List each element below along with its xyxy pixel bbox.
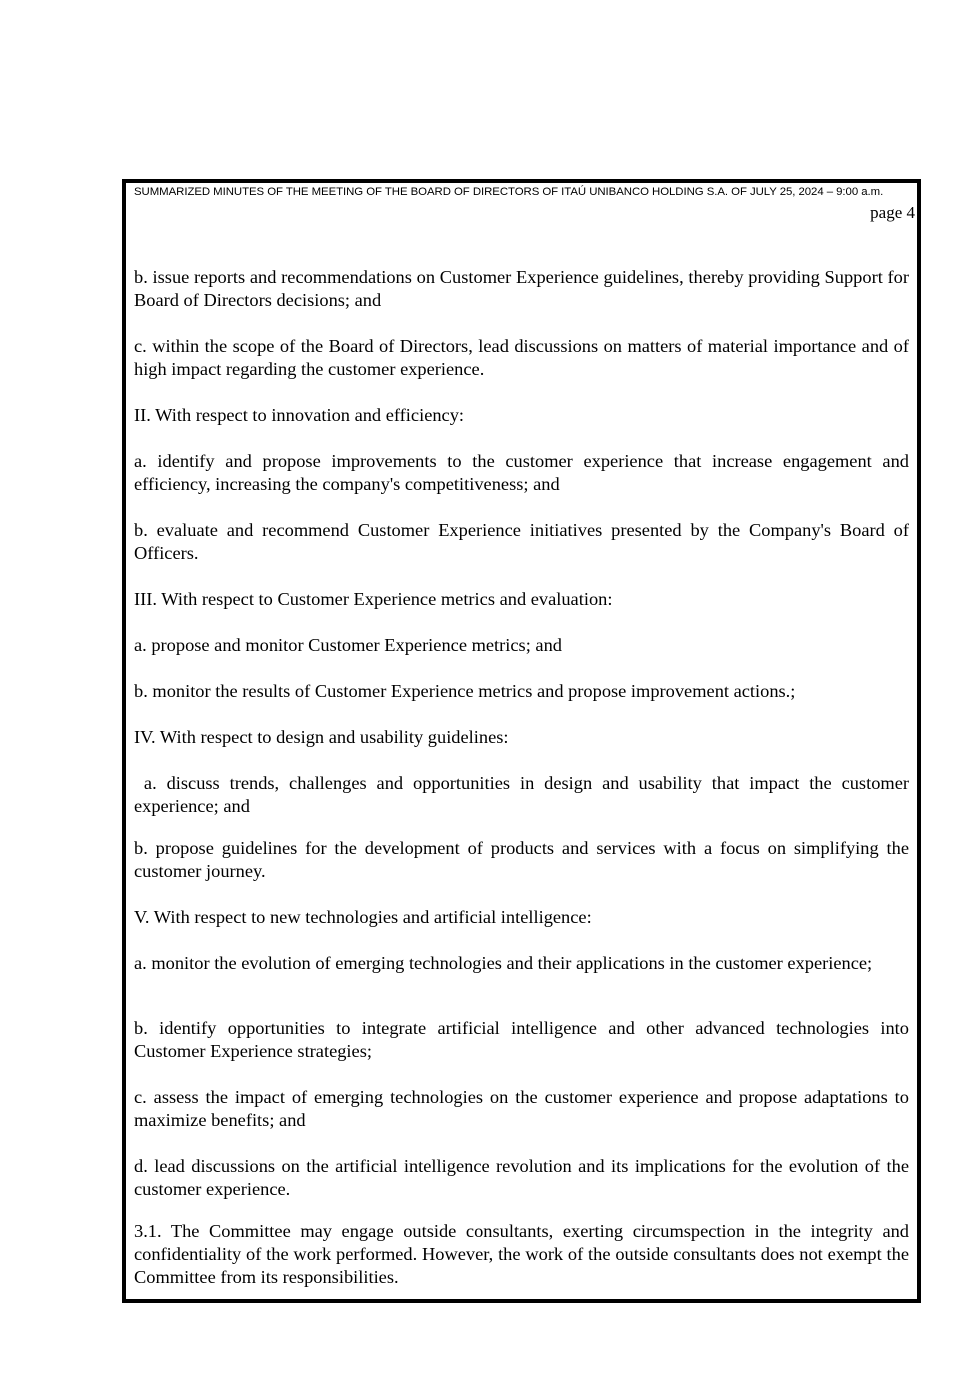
- page-number: page 4: [870, 203, 915, 222]
- paragraph-ii-a: a. identify and propose improvements to the customer experience that increase engagement and efficiency, increasing the company's competitiveness; and: [134, 451, 909, 494]
- paragraph-v-a: a. monitor the evolution of emerging technologies and their applications in the customer experience;: [134, 953, 873, 973]
- paragraph-v-b: b. identify opportunities to integrate artificial intelligence and other advanced technologies into Customer Experience strategies;: [134, 1018, 909, 1061]
- paragraph-iv-a: a. discuss trends, challenges and opportunities in design and usability that impact the customer experience; and: [134, 773, 914, 816]
- paragraph-v-c: c. assess the impact of emerging technologies on the customer experience and propose adaptations to maximize benefits; and: [134, 1087, 909, 1130]
- minutes-header-title: SUMMARIZED MINUTES OF THE MEETING OF THE BOARD OF DIRECTORS OF ITAÚ UNIBANCO HOLDING S.A. OF JULY 25, 2024 – 9:00 a.m.: [134, 186, 884, 198]
- section-heading-v: V. With respect to new technologies and artificial intelligence:: [134, 907, 592, 927]
- paragraph-v-d: d. lead discussions on the artificial intelligence revolution and its implications for the evolution of the customer experience.: [134, 1156, 909, 1199]
- paragraph-iii-b: b. monitor the results of Customer Experience metrics and propose improvement actions.;: [134, 681, 796, 701]
- section-heading-iv: IV. With respect to design and usability guidelines:: [134, 727, 509, 747]
- section-heading-iii: III. With respect to Customer Experience metrics and evaluation:: [134, 589, 613, 609]
- paragraph-i-c: c. within the scope of the Board of Directors, lead discussions on matters of material importance and of high impact regarding the customer experience.: [134, 336, 909, 379]
- section-heading-ii: II. With respect to innovation and efficiency:: [134, 405, 465, 425]
- paragraph-iv-b: b. propose guidelines for the development of products and services with a focus on simplifying the customer journey.: [134, 838, 909, 881]
- document-frame: [122, 179, 921, 1303]
- paragraph-ii-b: b. evaluate and recommend Customer Experience initiatives presented by the Company's Board of Officers.: [134, 520, 909, 563]
- paragraph-3-1: 3.1. The Committee may engage outside consultants, exerting circumspection in the integrity and confidentiality of the work performed. However, the work of the outside consultants does not exempt the Committee from its responsibilities.: [134, 1221, 909, 1287]
- paragraph-iii-a: a. propose and monitor Customer Experience metrics; and: [134, 635, 562, 655]
- paragraph-i-b: b. issue reports and recommendations on Customer Experience guidelines, thereby providing Support for Board of Directors decisions; and: [134, 267, 909, 310]
